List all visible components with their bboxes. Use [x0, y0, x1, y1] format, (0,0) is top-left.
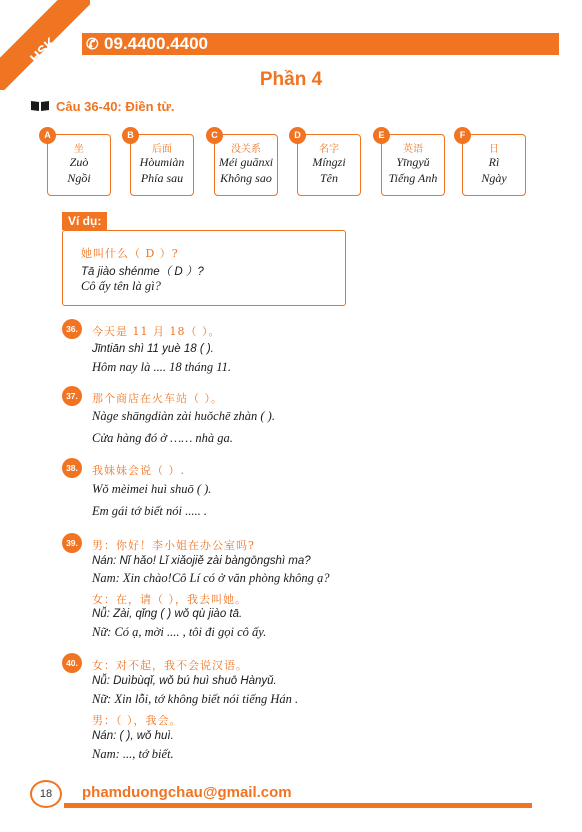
option-letter-badge: E: [373, 127, 390, 144]
example-label: Ví dụ:: [62, 212, 107, 230]
question-39-line: Nam: Xin chào!Cô Lí có ở văn phòng không ạ?: [92, 571, 330, 585]
example-chinese: 她叫什么（ D ）?: [81, 247, 179, 260]
phone-text: 09.4400.4400: [104, 34, 208, 53]
question-39-line: Nán: Nǐ hǎo! Lǐ xiǎojiě zài bàngōngshì ma?: [92, 555, 311, 567]
question-number-badge: 38.: [62, 458, 82, 478]
word-pinyin: Hòumiàn: [139, 155, 185, 169]
question-39-line: Nǚ: Zài, qǐng ( ) wǒ qù jiào tā.: [92, 608, 243, 620]
question-number-badge: 39.: [62, 533, 82, 553]
page-number: 18: [30, 780, 62, 808]
section-heading-text: Câu 36-40: Điền từ.: [56, 99, 175, 114]
question-number-badge: 37.: [62, 386, 82, 406]
question-38-line: 我妹妹会说（ ）.: [92, 464, 185, 477]
example-pinyin: Tā jiào shénme（ D ）?: [81, 266, 204, 278]
question-number-badge: 40.: [62, 653, 82, 673]
hsk-corner-label: HSK: [26, 33, 59, 67]
word-option-f: [462, 134, 526, 196]
question-36-line: Jīntiān shì 11 yuè 18 ( ).: [92, 343, 214, 355]
footer-bar: [64, 803, 532, 808]
question-40-line: 男：（ ），我会。: [92, 714, 182, 727]
question-38-line: Em gái tớ biết nói ..... .: [92, 504, 207, 518]
book-icon: [30, 100, 50, 112]
example-box: [62, 230, 346, 306]
word-option-d: [297, 134, 361, 196]
section-heading: [30, 99, 175, 114]
word-hanzi: 没关系: [231, 144, 261, 155]
word-option-e: [381, 134, 445, 196]
question-number-badge: 36.: [62, 319, 82, 339]
question-40-line: Nữ: Xin lỗi, tớ không biết nói tiếng Hán .: [92, 692, 299, 706]
option-letter-badge: A: [39, 127, 56, 144]
word-hanzi: 坐: [74, 144, 84, 155]
option-letter-badge: F: [454, 127, 471, 144]
question-37-line: Nàge shāngdiàn zài huǒchē zhàn ( ).: [92, 409, 275, 423]
question-38-line: Wǒ mèimei huì shuō ( ).: [92, 482, 212, 496]
question-40-line: Nam: ..., tớ biết.: [92, 747, 174, 761]
word-option-b: [130, 134, 194, 196]
word-hanzi: 日: [489, 144, 499, 155]
question-37-line: Cửa hàng đó ở …… nhà ga.: [92, 431, 233, 445]
option-letter-badge: D: [289, 127, 306, 144]
page-title: Phần 4: [259, 69, 323, 90]
phone-icon: ✆: [86, 36, 99, 53]
word-option-a: [47, 134, 111, 196]
footer-email: phamduongchau@gmail.com: [82, 784, 292, 801]
word-meaning: Ngồi: [67, 171, 91, 185]
question-40-line: 女：对不起，我不会说汉语。: [92, 659, 248, 672]
word-hanzi: 后面: [152, 144, 172, 155]
question-39-line: Nữ: Có ạ, mời .... , tôi đi gọi cô ấy.: [92, 625, 267, 639]
question-37-line: 那个商店在火车站（ ）。: [92, 392, 223, 405]
option-letter-badge: B: [122, 127, 139, 144]
word-meaning: Tiếng Anh: [388, 171, 438, 185]
word-option-c: [214, 134, 278, 196]
word-hanzi: 英语: [403, 144, 423, 155]
word-pinyin: Zuò: [69, 155, 89, 169]
word-meaning: Tên: [320, 171, 338, 185]
word-pinyin: Méi guānxi: [218, 155, 274, 169]
word-pinyin: Míngzi: [312, 155, 346, 169]
word-meaning: Phía sau: [140, 171, 184, 185]
question-36-line: Hôm nay là .... 18 tháng 11.: [92, 360, 231, 374]
question-36-line: 今天是 11 月 18（ ）。: [92, 325, 221, 338]
word-meaning: Không sao: [220, 171, 272, 185]
question-40-line: Nǚ: Duìbùqǐ, wǒ bú huì shuō Hànyǔ.: [92, 675, 277, 687]
question-39-line: 男：你好！李小姐在办公室吗?: [92, 539, 255, 552]
example-vietnamese: Cô ấy tên là gì?: [81, 279, 161, 293]
option-letter-badge: C: [206, 127, 223, 144]
question-39-line: 女：在，请（ ），我去叫她。: [92, 593, 247, 606]
word-pinyin: Yīngyǔ: [396, 155, 430, 169]
word-meaning: Ngày: [481, 171, 507, 185]
word-pinyin: Rì: [488, 155, 500, 169]
word-hanzi: 名字: [319, 144, 339, 155]
phone-number: [86, 33, 208, 55]
question-40-line: Nán: ( ), wǒ huì.: [92, 730, 174, 742]
